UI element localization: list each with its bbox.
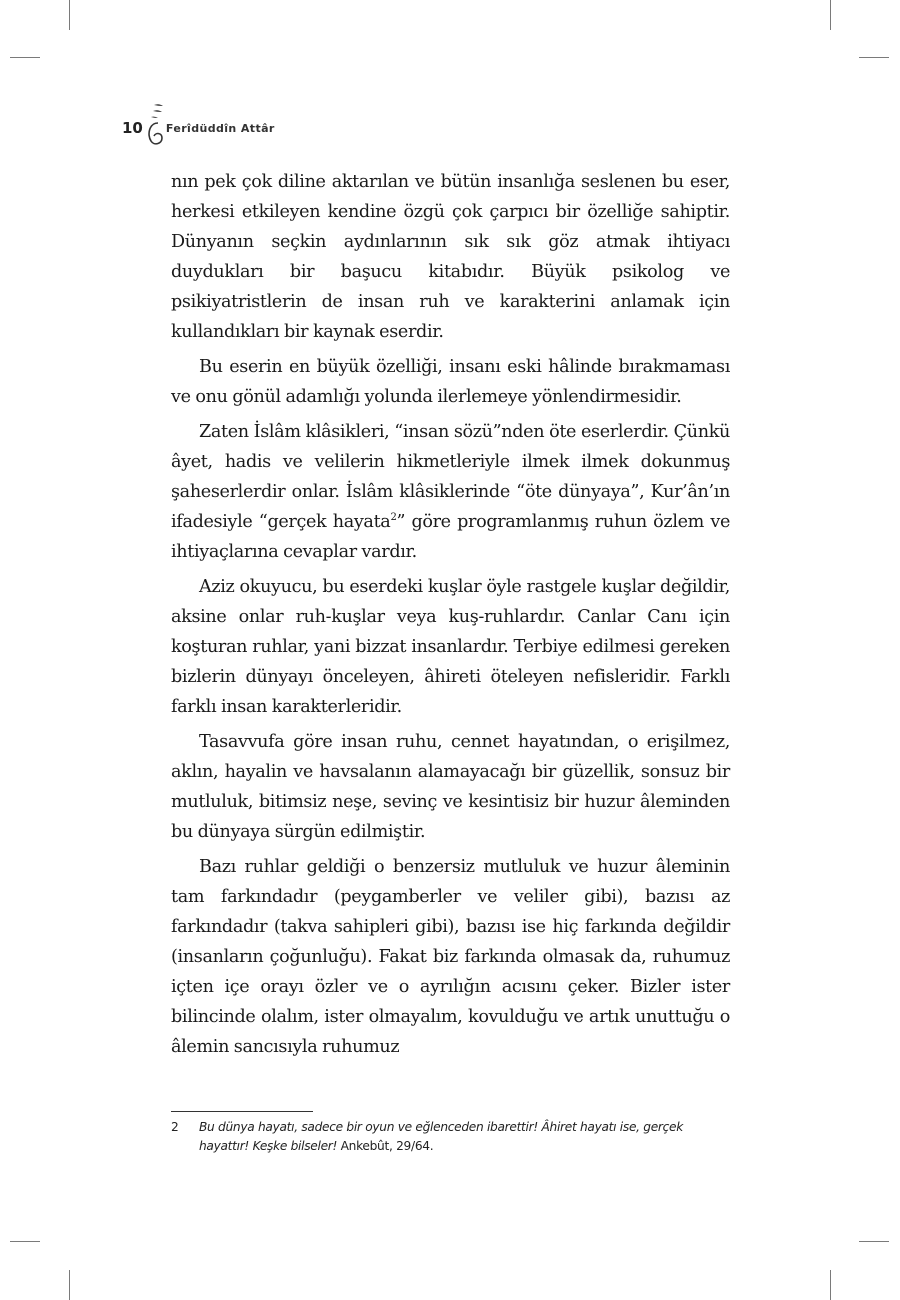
page-header <box>122 100 275 148</box>
crop-mark <box>10 1241 40 1242</box>
paragraph: Aziz okuyucu, bu eserdeki kuşlar öyle rastgele kuşlar değildir, aksine onlar ruh-kuşlar veya kuş-ruhlardır. Canlar Canı için koşturan ruhlar, yani bizzat insanlardır. Terbiye edilmesi gereken bizlerin dünyayı önceleyen, âhireti öteleyen nefisleridir. Farklı farklı insan karakterleridir. <box>171 577 730 717</box>
crop-mark <box>69 1270 70 1300</box>
paragraph: nın pek çok diline aktarılan ve bütün insanlığa seslenen bu eser, herkesi etkileyen kendine özgü çok çarpıcı bir özelliğe sahiptir. Dünyanın seçkin aydınlarının sık sık göz atmak ihtiyacı duydukları bir başucu kitabıdır. Büyük psikolog ve psikiyatristlerin de insan ruh ve karakterini anlamak için kullandıkları bir kaynak eserdir. <box>171 172 730 342</box>
publisher-logo-icon <box>145 101 165 147</box>
footnote-text <box>199 1118 733 1156</box>
running-title: Ferîdüddîn Attâr <box>165 121 275 135</box>
crop-mark <box>69 0 70 30</box>
footnote-number: 2 <box>171 1120 179 1134</box>
page-number: 10 <box>122 119 143 137</box>
paragraph <box>171 417 730 567</box>
paragraph-text: ” göre programlanmış ruhun özlem ve ihtiyaçlarına cevaplar vardır. <box>171 512 731 562</box>
crop-mark <box>10 57 40 58</box>
body-text <box>171 167 730 1067</box>
paragraph: Tasavvufa göre insan ruhu, cennet hayatından, o erişilmez, aklın, hayalin ve havsalanın alamayacağı bir güzellik, sonsuz bir mutluluk, bitimsiz neşe, sevinç ve kesintisiz bir huzur âleminden bu dünyaya sürgün edilmiştir. <box>171 732 730 842</box>
paragraph-text: Zaten İslâm klâsikleri, “insan sözü”nden öte eserlerdir. Çünkü âyet, hadis ve velilerin hikmetleriyle ilmek ilmek dokunmuş şaheserlerdir onlar. İslâm klâsiklerinde “öte dünyaya”, Kur’ân’ın ifadesiyle “gerçek hayata <box>171 422 730 532</box>
footnote-source: Ankebût, 29/64. <box>337 1139 434 1153</box>
crop-mark <box>830 1270 831 1300</box>
crop-mark <box>859 1241 889 1242</box>
footnote-rule <box>171 1111 313 1112</box>
crop-mark <box>830 0 831 30</box>
footnote <box>171 1118 733 1156</box>
paragraph: Bazı ruhlar geldiği o benzersiz mutluluk ve huzur âleminin tam farkındadır (peygamberler ve veliler gibi), bazısı az farkındadır (takva sahipleri gibi), bazısı ise hiç farkında değildir (insanların çoğunluğu). Fakat biz farkında olmasak da, ruhumuz içten içe orayı özler ve o ayrılığın acısını çeker. Bizler ister bilincinde olalım, ister olmayalım, kovulduğu ve artık unuttuğu o âlemin sancısıyla ruhumuz <box>171 857 730 1057</box>
crop-mark <box>859 57 889 58</box>
footnote-reference[interactable]: 2 <box>390 512 397 524</box>
footnote-quote: Bu dünya hayatı, sadece bir oyun ve eğlenceden ibarettir! Âhiret hayatı ise, gerçek hayattır! Keşke bilseler! <box>199 1120 683 1153</box>
paragraph: Bu eserin en büyük özelliği, insanı eski hâlinde bırakmaması ve onu gönül adamlığı yolunda ilerlemeye yönlendirmesidir. <box>171 357 730 407</box>
